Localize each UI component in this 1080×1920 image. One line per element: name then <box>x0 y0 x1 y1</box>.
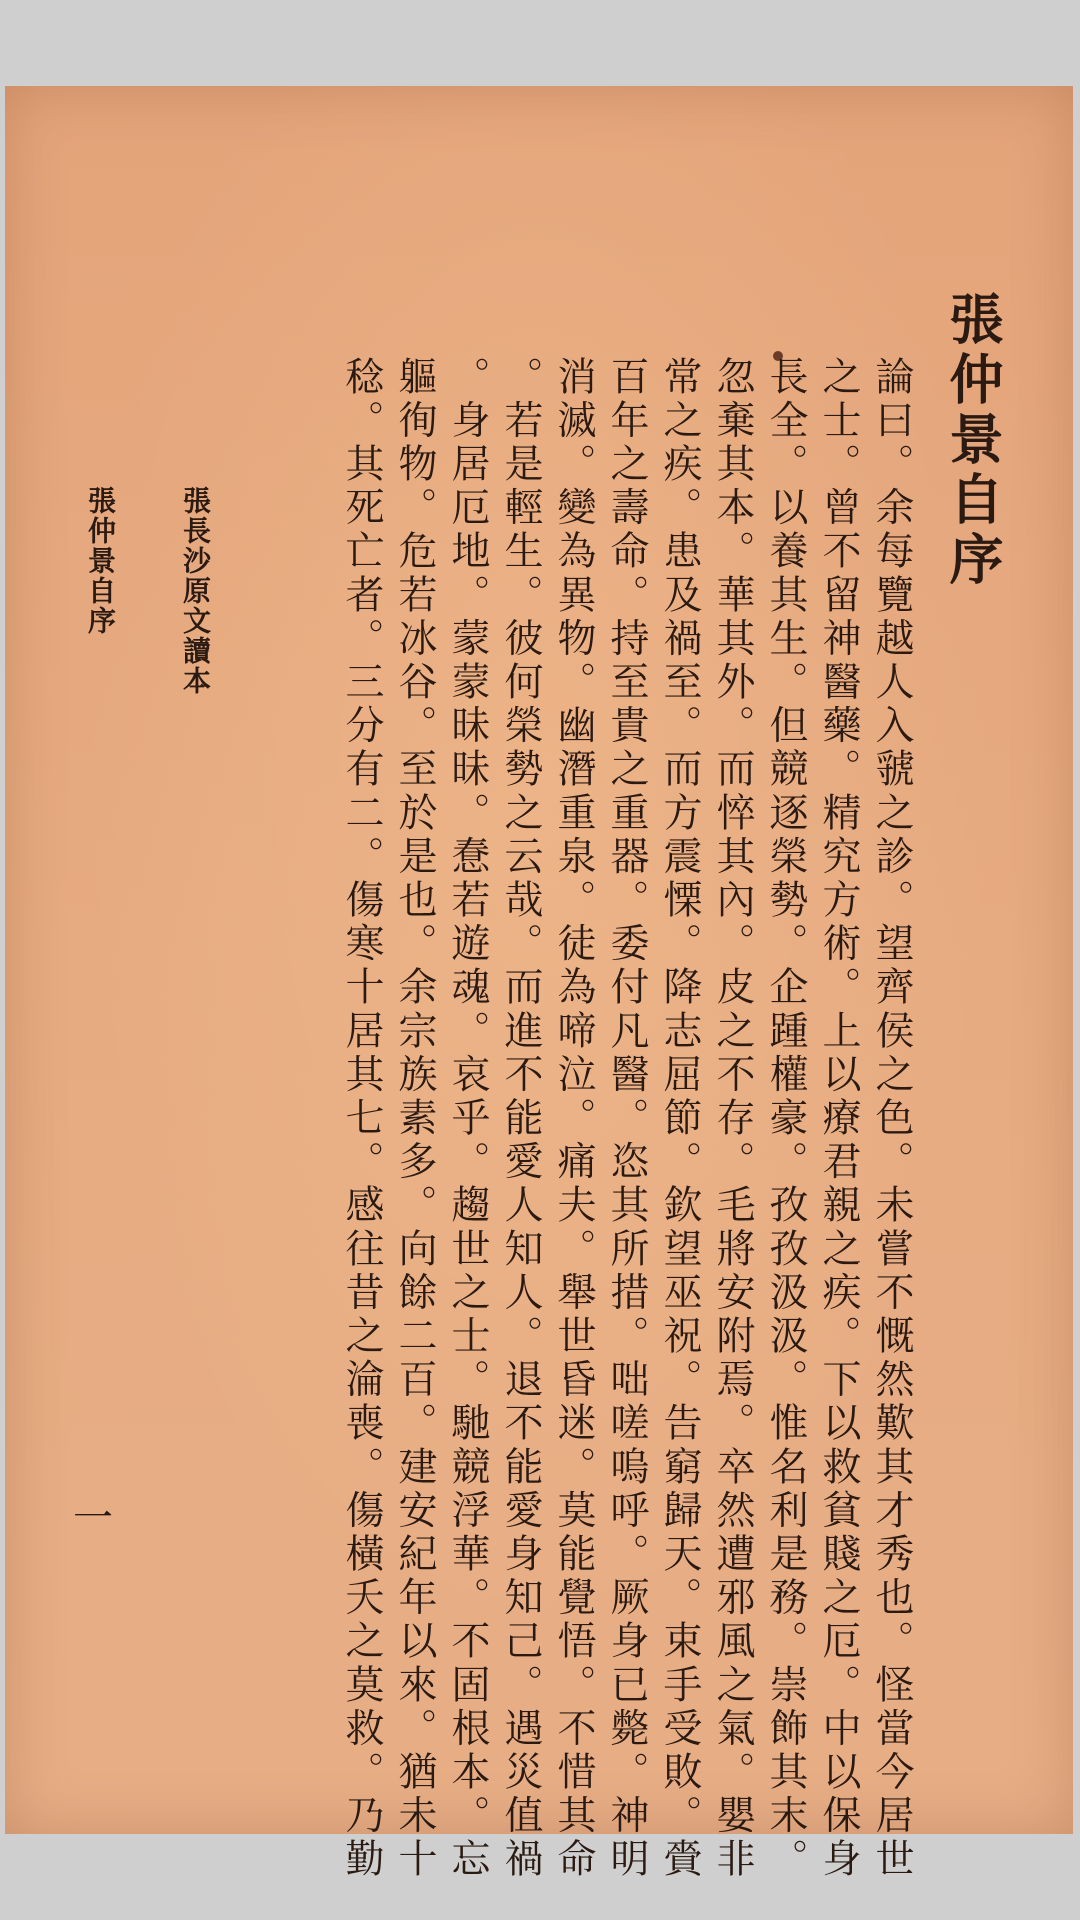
text-column-4: 忽棄其本。華其外。而悴其內。皮之不存。毛將安附焉。卒然遭邪風之氣。嬰非 <box>710 356 755 1882</box>
text-column-11: 稔。其死亡者。三分有二。傷寒十居其七。感往昔之淪喪。傷橫夭之莫救。乃勤 <box>339 356 384 1882</box>
text-column-7: 消滅。變為異物。幽潛重泉。徒為啼泣。痛夫。舉世昏迷。莫能覺悟。不惜其命 <box>551 356 596 1882</box>
text-column-9: 。身居厄地。蒙蒙昧昧。惷若遊魂。哀乎。趨世之士。馳競浮華。不固根本。忘 <box>445 356 490 1882</box>
footer-chapter-title: 張仲景自序 <box>84 486 117 636</box>
text-column-10: 軀徇物。危若冰谷。至於是也。余宗族素多。向餘二百。建安紀年以來。猶未十 <box>392 356 437 1882</box>
footer-book-title: 張長沙原文讀本 <box>179 486 212 696</box>
page-title: 張仲景自序 <box>941 291 1005 591</box>
text-column-2: 之士。曾不留神醫藥。精究方術。上以療君親之疾。下以救貧賤之厄。中以保身 <box>816 356 861 1882</box>
text-column-3: 長全。以養其生。但競逐榮勢。企踵權豪。孜孜汲汲。惟名利是務。崇飾其末。 <box>763 356 808 1882</box>
page-number: 一 <box>73 1495 113 1541</box>
text-column-6: 百年之壽命。持至貴之重器。委付凡醫。恣其所措。咄嗟嗚呼。厥身已斃。神明 <box>604 356 649 1882</box>
text-column-5: 常之疾。患及禍至。而方震慄。降志屈節。欽望巫祝。告窮歸天。束手受敗。賫 <box>657 356 702 1882</box>
text-column-1: 論曰。余每覽越人入虢之診。望齊侯之色。未嘗不慨然歎其才秀也。怪當今居世 <box>869 356 914 1882</box>
book-page <box>5 86 1073 1882</box>
text-column-8: 。若是輕生。彼何榮勢之云哉。而進不能愛人知人。退不能愛身知己。遇災值禍 <box>498 356 543 1882</box>
